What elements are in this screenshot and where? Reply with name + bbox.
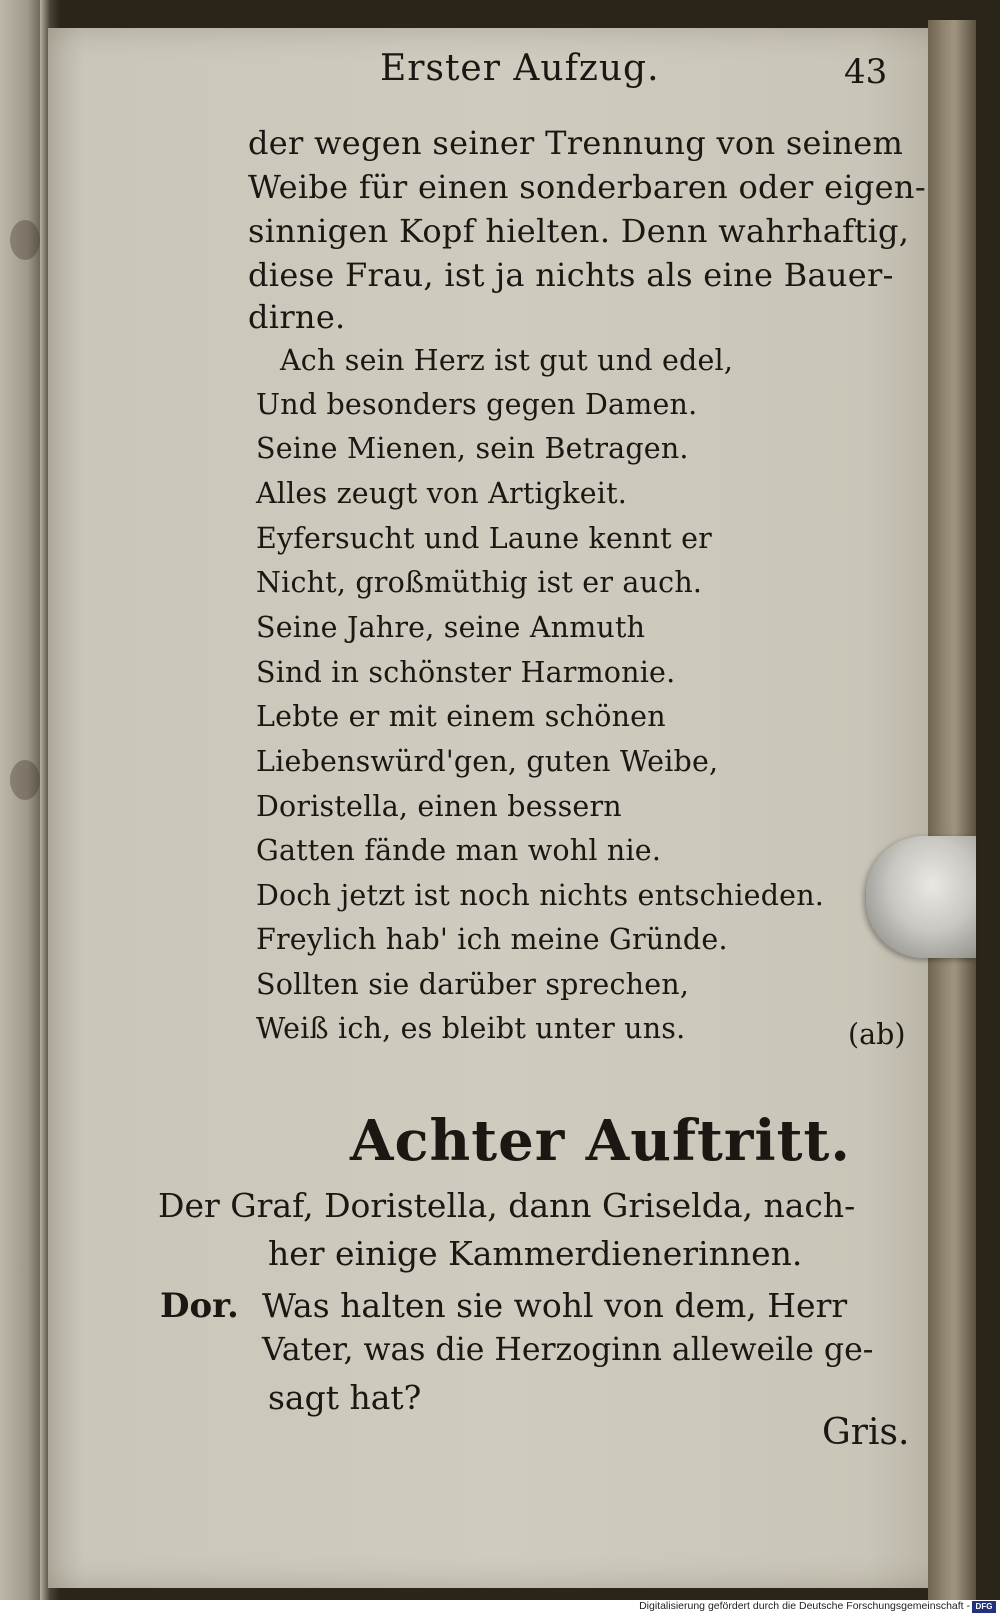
dialogue-line: sagt hat? [268, 1378, 422, 1417]
verse-line: Sind in schönster Harmonie. [256, 656, 676, 689]
prose-line: dirne. [248, 298, 346, 336]
digitization-footer [0, 1600, 1000, 1614]
scene-heading: Achter Auftritt. [350, 1108, 851, 1174]
verse-line: Doristella, einen bessern [256, 790, 622, 823]
verse-line: Eyfersucht und Laune kennt er [256, 522, 712, 555]
verse-line: Ach sein Herz ist gut und edel, [280, 344, 734, 377]
binding-mark [10, 220, 40, 260]
prose-line: diese Frau, ist ja nichts als eine Bauer- [248, 256, 894, 294]
verse-line: Nicht, großmüthig ist er auch. [256, 566, 703, 599]
cast-line: her einige Kammerdienerinnen. [268, 1234, 803, 1273]
verse-line: Lebte er mit einem schönen [256, 700, 666, 733]
page-block-edge [928, 20, 976, 1600]
facing-page-edge [0, 0, 40, 1600]
catchword: Gris. [822, 1412, 910, 1453]
verse-line: Gatten fände man wohl nie. [256, 834, 662, 867]
dialogue-line: Was halten sie wohl von dem, Herr [262, 1286, 848, 1325]
dialogue-line: Vater, was die Herzoginn alleweile ge- [262, 1332, 874, 1368]
speaker-label: Dor. [160, 1286, 239, 1326]
footer-credit: Digitalisierung gefördert durch die Deutsche Forschungsgemeinschaft - [639, 1600, 970, 1612]
verse-line: Doch jetzt ist noch nichts entschieden. [256, 879, 825, 912]
cast-line: Der Graf, Doristella, dann Griselda, nach- [158, 1186, 856, 1225]
verse-line: Sollten sie darüber sprechen, [256, 968, 690, 1001]
verse-line: Liebenswürd'gen, guten Weibe, [256, 745, 719, 778]
verse-line: Alles zeugt von Artigkeit. [256, 477, 628, 510]
verse-line: Seine Jahre, seine Anmuth [256, 611, 646, 644]
running-head: Erster Aufzug. [380, 48, 660, 89]
stage-direction: (ab) [848, 1018, 906, 1051]
page-number: 43 [844, 52, 888, 92]
binding-mark [10, 760, 40, 800]
verse-line: Freylich hab' ich meine Gründe. [256, 923, 728, 956]
prose-line: Weibe für einen sonderbaren oder eigen- [248, 168, 926, 206]
verse-line: Weiß ich, es bleibt unter uns. [256, 1012, 686, 1045]
verse-line: Und besonders gegen Damen. [256, 388, 698, 421]
prose-line: sinnigen Kopf hielten. Denn wahrhaftig, [248, 212, 910, 250]
dfg-logo: DFG [972, 1601, 996, 1613]
prose-line: der wegen seiner Trennung von seinem [248, 124, 904, 162]
page-clip [866, 836, 976, 958]
verse-line: Seine Mienen, sein Betragen. [256, 432, 689, 465]
